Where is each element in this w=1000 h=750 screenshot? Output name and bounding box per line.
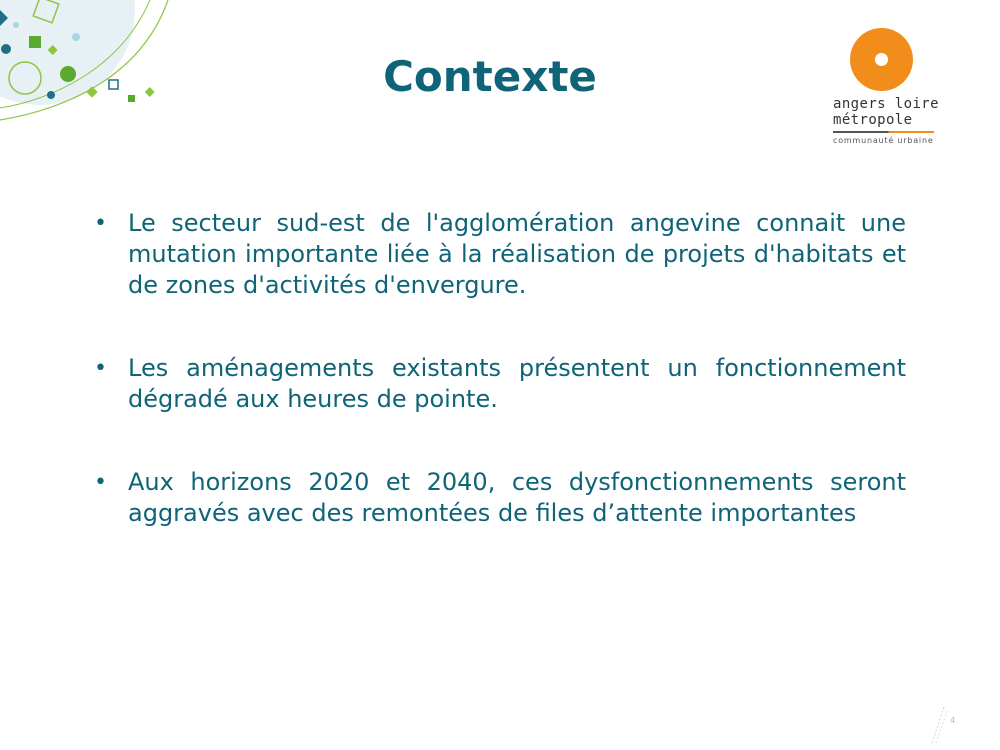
bullet-item	[94, 353, 906, 415]
bullet-marker: •	[94, 470, 107, 495]
angers-loire-metropole-logo	[826, 28, 946, 153]
bullet-text: Le secteur sud-est de l'agglomération angevine connait une mutation importante liée à la réalisation de projets d'habitats et de zones d'activités d'envergure.	[128, 209, 906, 299]
page-number: 4	[950, 716, 956, 725]
bullet-text: Aux horizons 2020 et 2040, ces dysfonctionnements seront aggravés avec des remontées de files d’attente importantes	[128, 468, 906, 527]
bullet-marker: •	[94, 211, 107, 236]
bullet-item	[94, 208, 906, 301]
bullet-list	[94, 208, 906, 529]
bullet-marker: •	[94, 356, 107, 381]
logo-text-line1: angers loire	[833, 96, 939, 112]
bullet-item	[94, 467, 906, 529]
logo-orange-circle	[850, 28, 913, 91]
slide-title: Contexte	[383, 52, 597, 101]
logo-text-line2: métropole	[833, 112, 913, 128]
logo-rule	[833, 131, 934, 133]
page-corner-mark	[930, 705, 950, 745]
bullet-text: Les aménagements existants présentent un fonctionnement dégradé aux heures de pointe.	[128, 354, 906, 413]
logo-subtitle: communauté urbaine	[833, 136, 934, 145]
